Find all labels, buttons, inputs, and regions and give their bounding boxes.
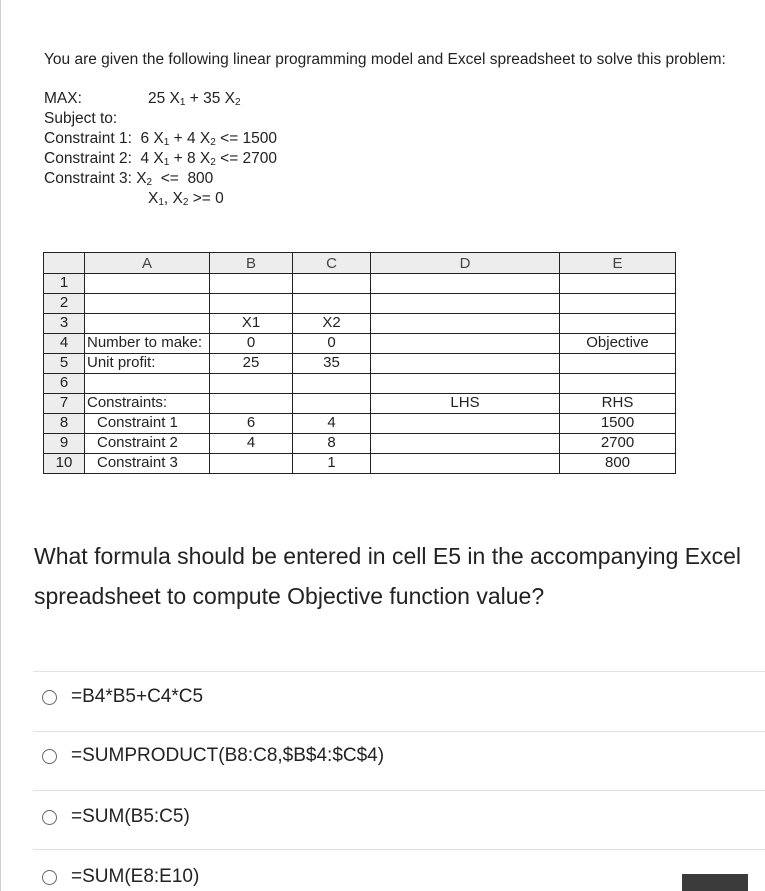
column-header: C [293,253,371,274]
cell-c8: 4 [293,414,371,434]
row-number: 10 [44,454,85,474]
spreadsheet-table [43,252,676,474]
cell-a10: Constraint 3 [85,454,210,474]
cell-b5: 25 [210,354,293,374]
max-label: MAX: [44,90,82,107]
answer-option[interactable] [42,866,199,888]
cell-e10: 800 [560,454,676,474]
radio-button[interactable] [42,690,57,705]
cell-a7: Constraints: [85,394,210,414]
row-number: 6 [44,374,85,394]
row-number: 8 [44,414,85,434]
question-text: What formula should be entered in cell E5 in the accompanying Excel spreadsheet to compute Objective function value? [34,543,742,609]
row-number: 3 [44,314,85,334]
cell-b4: 0 [210,334,293,354]
cell-b10 [210,454,293,474]
option-divider [33,731,765,732]
option-divider [33,790,765,791]
cell-c5: 35 [293,354,371,374]
spreadsheet-row [44,334,676,354]
radio-button[interactable] [42,810,57,825]
cell-d5 [371,354,560,374]
option-divider [33,849,765,850]
cell-b8: 6 [210,414,293,434]
answer-option[interactable] [42,745,384,767]
cell-e8: 1500 [560,414,676,434]
option-label: =SUM(B5:C5) [71,806,190,827]
spreadsheet-row [44,394,676,414]
cell-b7 [210,394,293,414]
cell-c9: 8 [293,434,371,454]
row-number: 2 [44,294,85,314]
column-header-row [44,253,676,274]
cell-e5 [560,354,676,374]
column-header: E [560,253,676,274]
spreadsheet-row [44,414,676,434]
answer-option[interactable] [42,686,203,708]
cell-b2 [210,294,293,314]
corner-cell [44,253,85,274]
cell-d9 [371,434,560,454]
cell-d8 [371,414,560,434]
cell-a8: Constraint 1 [85,414,210,434]
column-header: D [371,253,560,274]
cell-d2 [371,294,560,314]
problem-intro: You are given the following linear programming model and Excel spreadsheet to solve this problem: [44,51,726,68]
cell-a6 [85,374,210,394]
cell-e4: Objective [560,334,676,354]
objective-function: 25 $X_1 + 35$ $X_2$ [148,90,241,108]
option-label: =B4*B5+C4*C5 [71,686,204,707]
cell-d4 [371,334,560,354]
spreadsheet-row [44,294,676,314]
cell-a2 [85,294,210,314]
cell-d1 [371,274,560,294]
row-number: 9 [44,434,85,454]
cell-e3 [560,314,676,334]
radio-button[interactable] [42,749,57,764]
row-number: 5 [44,354,85,374]
cell-b9: 4 [210,434,293,454]
spreadsheet-row [44,354,676,374]
cell-a1 [85,274,210,294]
cell-a9: Constraint 2 [85,434,210,454]
cell-d10 [371,454,560,474]
cell-a4: Number to make: [85,334,210,354]
column-header: B [210,253,293,274]
spreadsheet-row [44,314,676,334]
cell-d7: LHS [371,394,560,414]
row-number: 4 [44,334,85,354]
constraint-3-line: Constraint 3: $X_2 <= 800$ [44,170,214,188]
cell-e2 [560,294,676,314]
lp-model [44,89,754,209]
radio-button[interactable] [42,870,57,885]
problem-statement [44,50,754,209]
option-divider [33,671,765,672]
submit-button-edge[interactable] [682,874,748,891]
spreadsheet-row [44,274,676,294]
option-label: =SUMPRODUCT(B8:C8,$B$4:$C$4) [71,745,385,766]
constraint-1-line: Constraint 1: 6 $X_1 + 4$ $X_2 <= 1500$ [44,130,278,148]
cell-c6 [293,374,371,394]
cell-a5: Unit profit: [85,354,210,374]
objective-line [44,89,754,109]
cell-e7: RHS [560,394,676,414]
cell-d6 [371,374,560,394]
option-label: =SUM(E8:E10) [71,866,200,887]
spreadsheet-row [44,374,676,394]
cell-b6 [210,374,293,394]
row-number: 1 [44,274,85,294]
cell-c4: 0 [293,334,371,354]
constraint-2-line: Constraint 2: 4 $X_1 + 8$ $X_2 <= 2700$ [44,150,278,168]
cell-b3: X1 [210,314,293,334]
cell-d3 [371,314,560,334]
cell-a3 [85,314,210,334]
cell-b1 [210,274,293,294]
cell-e6 [560,374,676,394]
subject-to-label: Subject to: [44,110,118,127]
cell-e1 [560,274,676,294]
cell-c2 [293,294,371,314]
cell-e9: 2700 [560,434,676,454]
cell-c1 [293,274,371,294]
cell-c10: 1 [293,454,371,474]
row-number: 7 [44,394,85,414]
answer-option[interactable] [42,806,190,828]
spreadsheet-row [44,454,676,474]
non-negativity-line: $X_1$, $X_2 >= 0$ [148,190,224,208]
spreadsheet-row [44,434,676,454]
column-header: A [85,253,210,274]
page-left-border [0,0,1,891]
cell-c3: X2 [293,314,371,334]
cell-c7 [293,394,371,414]
